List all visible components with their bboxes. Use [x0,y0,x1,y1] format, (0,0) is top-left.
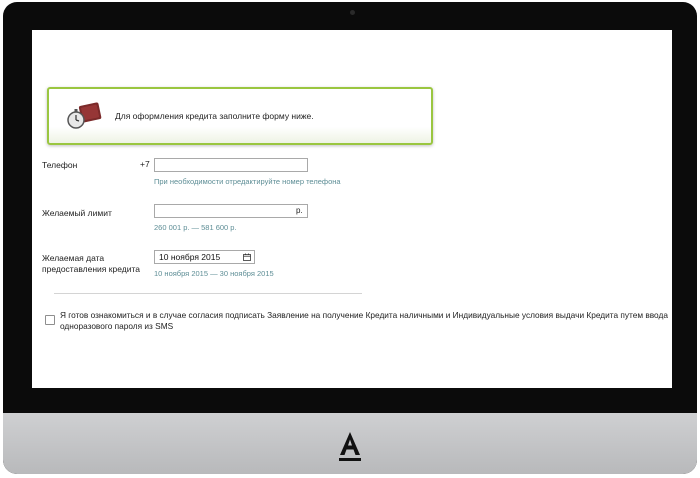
phone-input[interactable] [154,158,308,172]
notice-text: Для оформления кредита заполните форму ниже. [115,111,314,121]
screen [32,30,672,388]
date-hint: 10 ноября 2015 — 30 ноября 2015 [154,269,274,278]
date-label-line2: предоставления кредита [42,264,140,274]
info-notice [47,87,433,145]
agreement-checkbox[interactable] [45,315,55,325]
phone-prefix: +7 [140,159,150,169]
alfa-bank-logo-icon [336,430,364,464]
agreement-text: Я готов ознакомиться и в случае согласия подписать Заявление на получение Кредита наличными и Индивидуальные условия выдачи Кредита путем ввода одноразового пароля из SMS [60,310,668,331]
calendar-icon[interactable] [243,253,251,261]
date-label-line1: Желаемая дата [42,253,105,263]
phone-label: Телефон [42,160,78,170]
phone-hint: При необходимости отредактируйте номер телефона [154,177,341,186]
camera-dot [350,10,355,15]
monitor-bezel [3,2,697,474]
divider [54,293,362,294]
limit-label: Желаемый лимит [42,208,112,218]
monitor-chin [3,413,697,474]
limit-hint: 260 001 р. — 581 600 р. [154,223,237,232]
stopwatch-wallet-icon [65,101,103,131]
date-input[interactable]: 10 ноября 2015 [154,250,255,264]
limit-currency: р. [296,206,303,215]
limit-input[interactable] [154,204,308,218]
